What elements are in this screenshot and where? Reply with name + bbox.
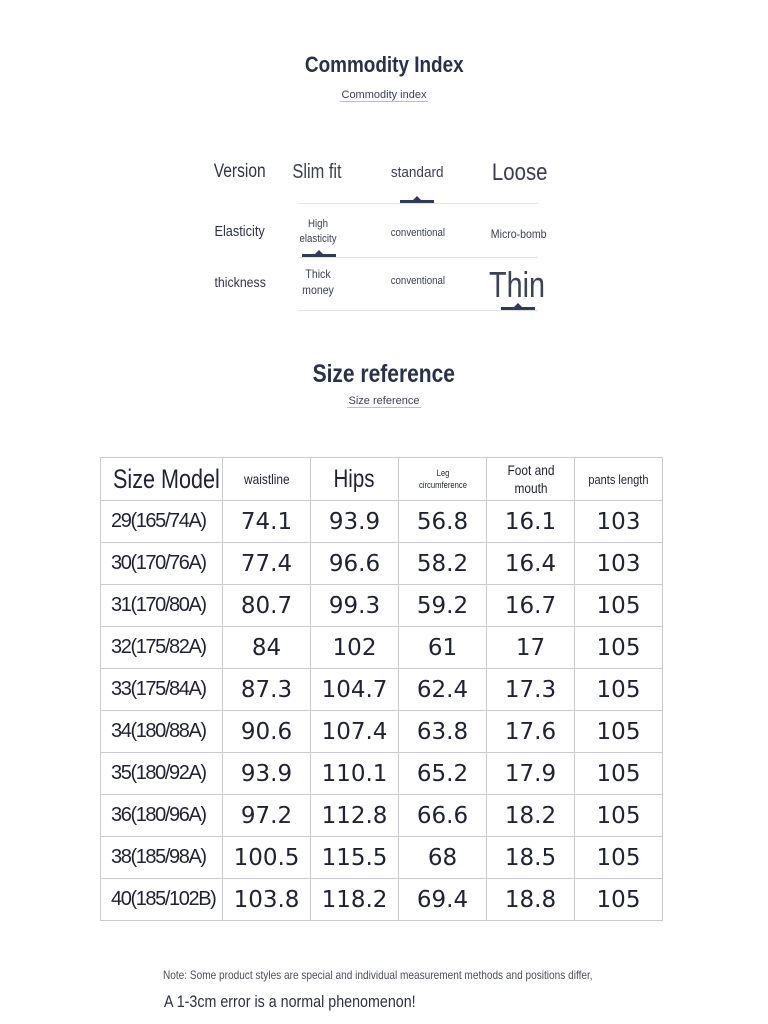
size-table-row [101,501,663,543]
size-table [100,457,663,921]
size-model-cell: 29(165/74A) [101,501,223,543]
measurement-cell: 104.7 [311,669,399,711]
measurement-cell: 16.7 [487,585,575,627]
size-model-cell: 32(175/82A) [101,627,223,669]
measurement-cell: 93.9 [223,753,311,795]
size-table-row [101,879,663,921]
elasticity-option-high: High elasticity [299,218,337,245]
measurement-cell: 65.2 [399,753,487,795]
commodity-index-subtitle: Commodity index [341,89,427,101]
size-model-cell: 30(170/76A) [101,543,223,585]
measurement-cell: 105 [575,879,663,921]
measurement-cell: 118.2 [311,879,399,921]
commodity-index-title: Commodity Index [304,52,464,77]
elasticity-track [298,257,538,258]
measurement-cell: 69.4 [399,879,487,921]
size-model-cell: 33(175/84A) [101,669,223,711]
size-model-cell: 31(170/80A) [101,585,223,627]
thickness-track [298,310,538,311]
elasticity-option-conventional: conventional [390,227,446,239]
size-table-row [101,669,663,711]
measurement-cell: 105 [575,795,663,837]
thickness-option-thick: Thick money [302,267,334,297]
size-table-row [101,795,663,837]
size-model-cell: 35(180/92A) [101,753,223,795]
measurement-cell: 107.4 [311,711,399,753]
size-reference-subtitle: Size reference [348,395,420,407]
measurement-cell: 105 [575,711,663,753]
note-line-1: Note: Some product styles are special and individual measurement methods and positions differ, [163,968,593,982]
thickness-selected-marker [501,307,535,310]
measurement-cell: 18.8 [487,879,575,921]
size-table-row [101,585,663,627]
size-reference-title: Size reference [312,360,456,388]
measurement-cell: 66.6 [399,795,487,837]
measurement-cell: 16.4 [487,543,575,585]
elasticity-selected-marker [302,254,336,257]
elasticity-label: Elasticity [214,223,266,240]
header-pants-length: pants length [575,458,663,501]
size-model-cell: 38(185/98A) [101,837,223,879]
measurement-cell: 17 [487,627,575,669]
measurement-cell: 16.1 [487,501,575,543]
measurement-cell: 99.3 [311,585,399,627]
size-table-row [101,543,663,585]
version-option-slim-fit: Slim fit [292,161,342,183]
measurement-cell: 102 [311,627,399,669]
size-table-header-row [101,458,663,501]
measurement-cell: 105 [575,837,663,879]
measurement-cell: 61 [399,627,487,669]
measurement-cell: 18.2 [487,795,575,837]
measurement-cell: 17.3 [487,669,575,711]
size-table-row [101,627,663,669]
measurement-cell: 100.5 [223,837,311,879]
size-table-row [101,837,663,879]
measurement-cell: 68 [399,837,487,879]
measurement-cell: 59.2 [399,585,487,627]
header-leg-circumference: Leg circumference [399,458,487,501]
size-model-cell: 36(180/96A) [101,795,223,837]
note-line-2: A 1-3cm error is a normal phenomenon! [164,992,416,1011]
measurement-cell: 17.6 [487,711,575,753]
measurement-cell: 90.6 [223,711,311,753]
measurement-cell: 110.1 [311,753,399,795]
measurement-cell: 105 [575,585,663,627]
measurement-cell: 58.2 [399,543,487,585]
measurement-cell: 103 [575,543,663,585]
measurement-cell: 97.2 [223,795,311,837]
measurement-cell: 56.8 [399,501,487,543]
measurement-cell: 93.9 [311,501,399,543]
measurement-cell: 105 [575,669,663,711]
measurement-cell: 84 [223,627,311,669]
measurement-cell: 105 [575,627,663,669]
thickness-label: thickness [214,274,266,290]
measurement-cell: 112.8 [311,795,399,837]
measurement-cell: 96.6 [311,543,399,585]
measurement-cell: 17.9 [487,753,575,795]
measurement-cell: 62.4 [399,669,487,711]
header-size-model: Size Model [101,458,223,501]
header-foot-and-mouth: Foot and mouth [487,458,575,501]
measurement-cell: 115.5 [311,837,399,879]
measurement-cell: 103.8 [223,879,311,921]
header-hips: Hips [311,458,399,501]
measurement-cell: 77.4 [223,543,311,585]
measurement-cell: 105 [575,753,663,795]
thickness-option-conventional: conventional [390,275,446,287]
version-selected-marker [400,200,434,203]
size-table-row [101,711,663,753]
measurement-cell: 103 [575,501,663,543]
measurement-cell: 18.5 [487,837,575,879]
measurement-cell: 63.8 [399,711,487,753]
version-track [298,203,538,204]
version-label: Version [214,161,266,182]
thickness-option-thin: Thin [488,264,546,305]
measurement-cell: 87.3 [223,669,311,711]
elasticity-option-micro-bomb: Micro-bomb [491,227,547,241]
measurement-cell: 80.7 [223,585,311,627]
version-option-standard: standard [390,164,444,181]
size-table-row [101,753,663,795]
header-waistline: waistline [223,458,311,501]
version-option-loose: Loose [492,159,548,186]
measurement-cell: 74.1 [223,501,311,543]
size-model-cell: 40(185/102B) [101,879,223,921]
size-model-cell: 34(180/88A) [101,711,223,753]
